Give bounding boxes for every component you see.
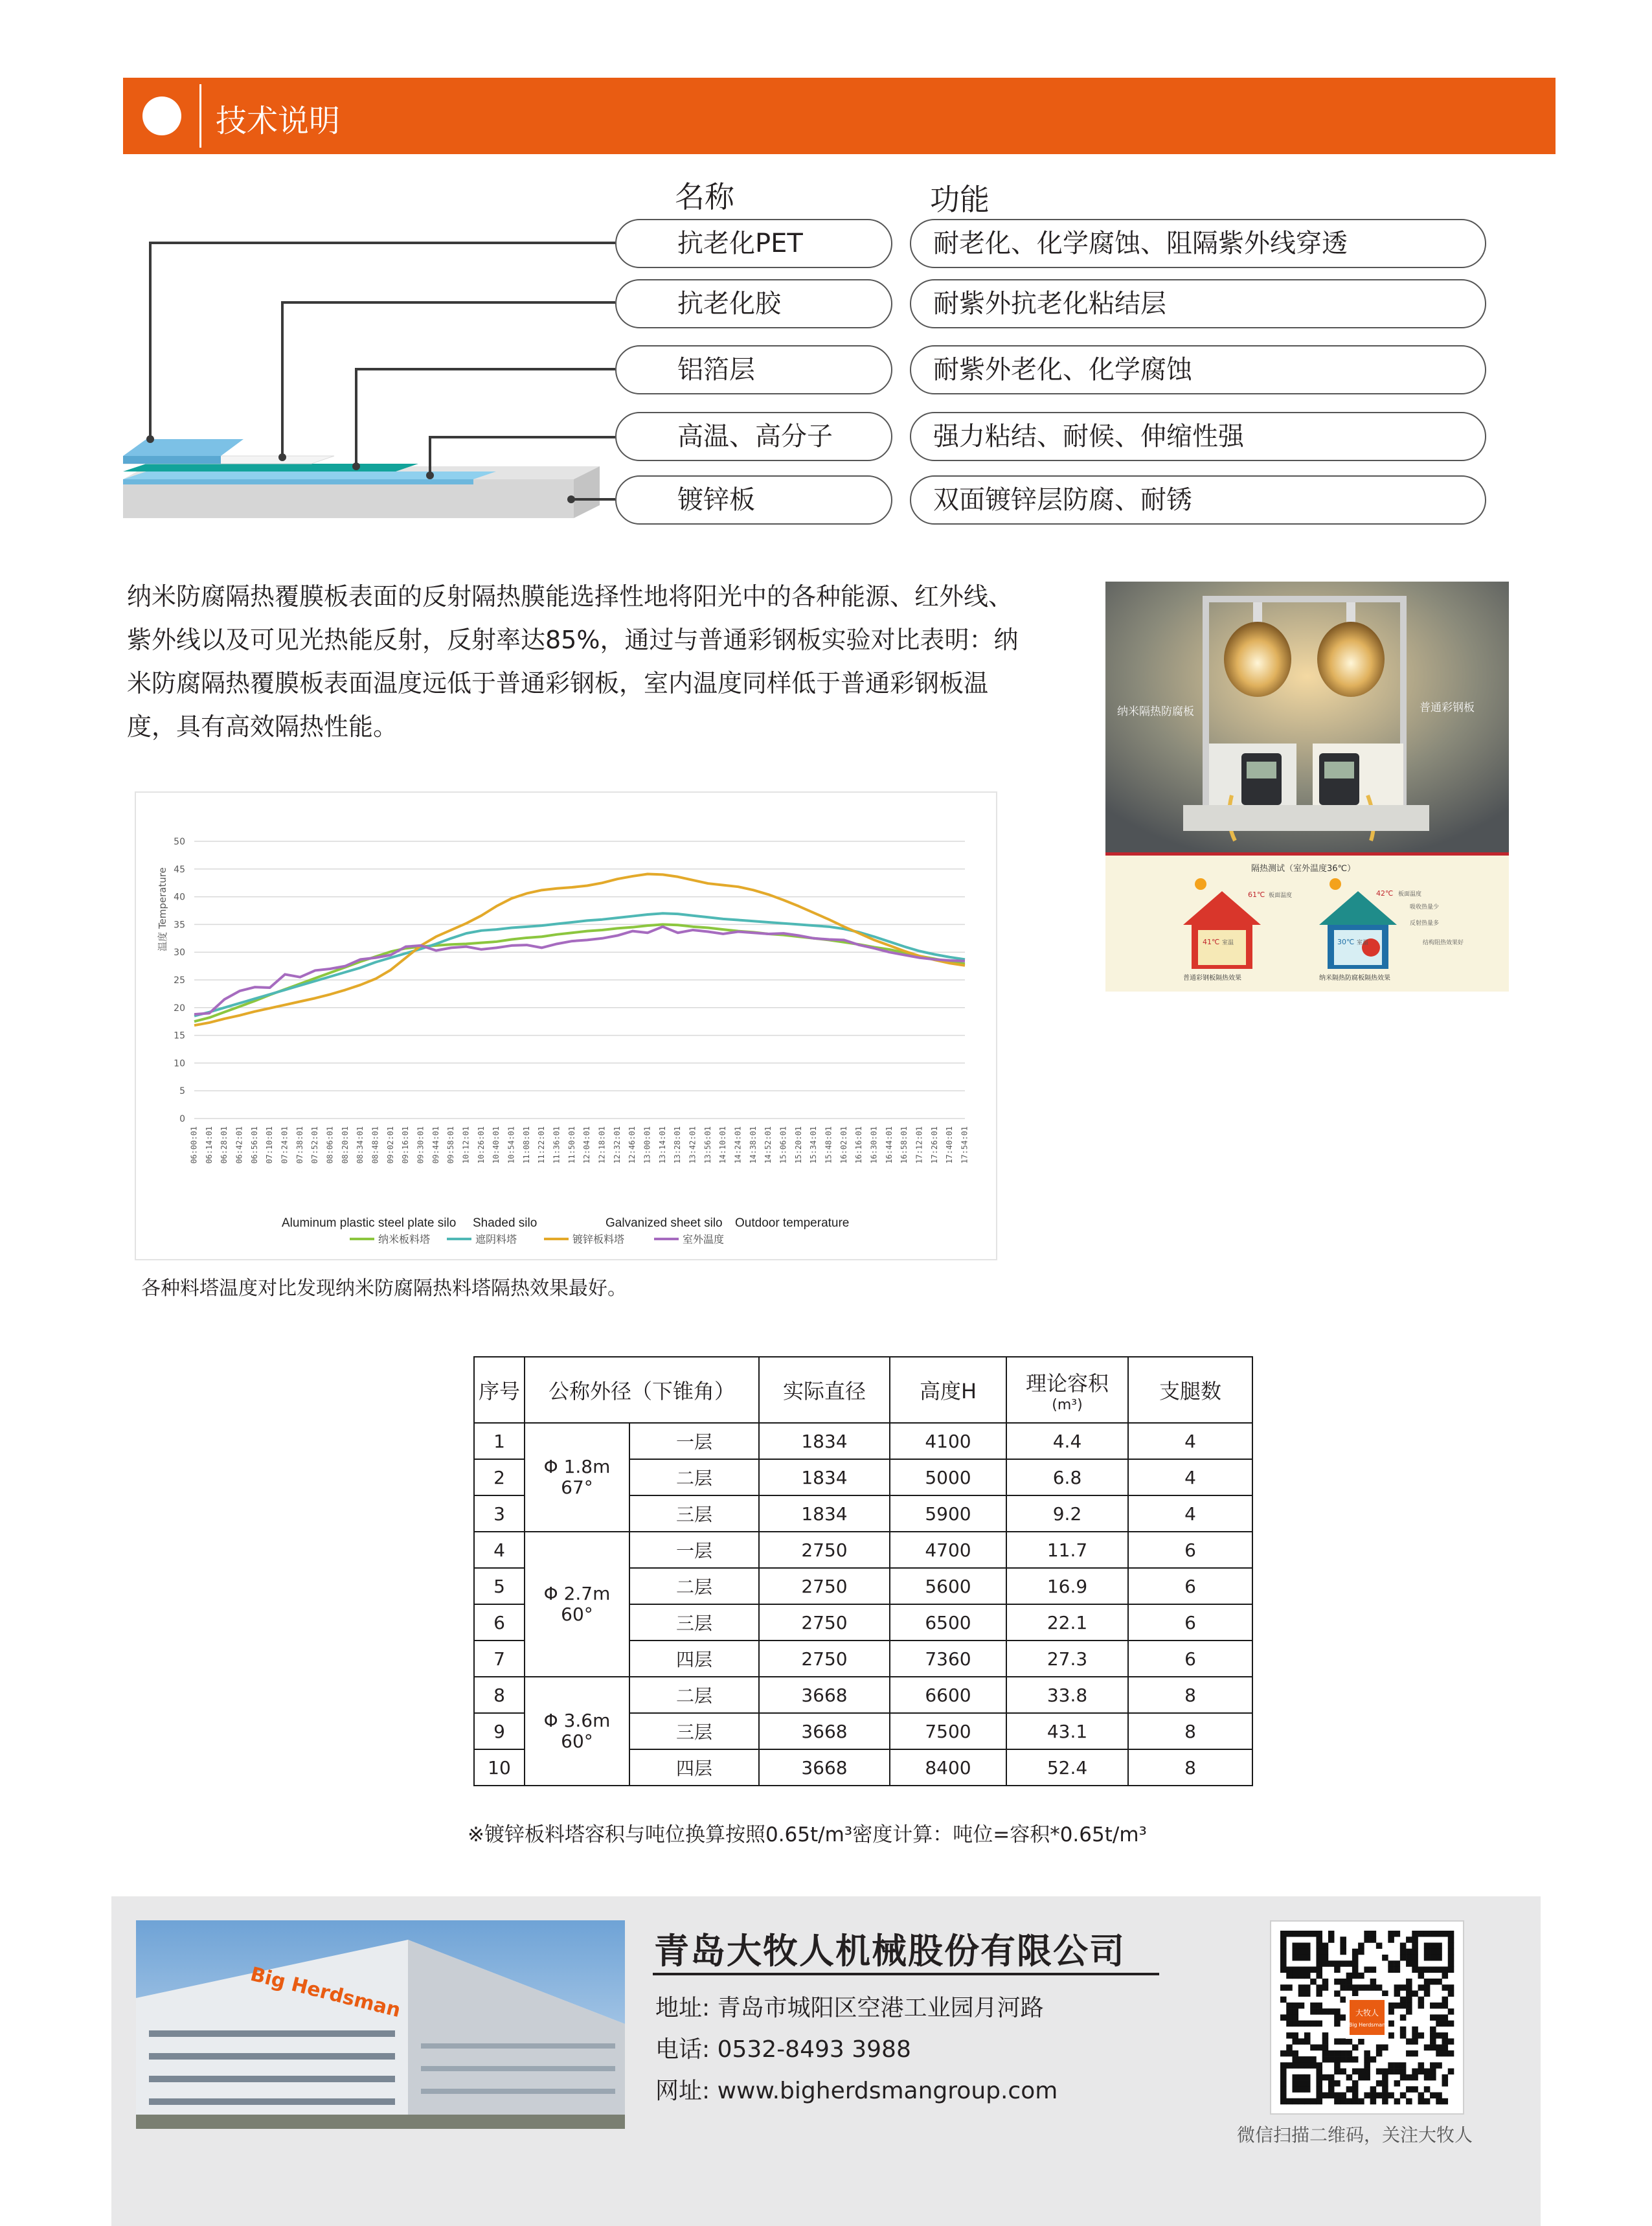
pet-layer-front — [123, 456, 221, 464]
x-tick-label: 10:12:01 — [461, 1126, 471, 1164]
layer-function-foil: 耐紫外老化、化学腐蚀 — [910, 345, 1486, 394]
y-tick-label: 50 — [174, 837, 185, 847]
leader-dot — [146, 435, 154, 443]
cell-legs: 4 — [1128, 1459, 1252, 1495]
layer-name-steel: 镀锌板 — [615, 475, 892, 525]
table-row — [474, 1423, 1252, 1459]
x-tick-label: 13:56:01 — [703, 1126, 712, 1164]
cell-actual-diameter: 2750 — [759, 1532, 890, 1568]
cell-height: 6600 — [890, 1677, 1006, 1713]
leader-line — [281, 301, 615, 304]
cell-nominal-diameter — [525, 1423, 629, 1532]
header-divider — [199, 84, 201, 148]
x-tick-label: 16:58:01 — [900, 1126, 909, 1164]
x-tick-label: 06:14:01 — [204, 1126, 214, 1164]
left-room-temp: 41℃ — [1203, 938, 1220, 946]
cell-legs: 6 — [1128, 1568, 1252, 1604]
leader-dot — [278, 453, 286, 461]
header-actual-diameter: 实际直径 — [759, 1357, 890, 1423]
x-tick-label: 15:06:01 — [778, 1126, 788, 1164]
x-tick-label: 13:42:01 — [688, 1126, 697, 1164]
y-tick-label: 0 — [179, 1114, 185, 1124]
cell-layer: 三层 — [629, 1604, 759, 1641]
cell-no: 10 — [474, 1749, 525, 1786]
x-tick-label: 06:56:01 — [249, 1126, 259, 1164]
x-tick-label: 08:20:01 — [340, 1126, 350, 1164]
header-volume-unit: (m³) — [1052, 1396, 1083, 1413]
leader-line — [570, 498, 615, 501]
x-tick-label: 11:22:01 — [537, 1126, 547, 1164]
cell-no: 1 — [474, 1423, 525, 1459]
x-tick-label: 15:20:01 — [793, 1126, 803, 1164]
table-note: ※镀锌板料塔容积与吨位换算按照0.65t/m³密度计算：吨位=容积*0.65t/m³ — [468, 1823, 1147, 1846]
cell-volume: 33.8 — [1006, 1677, 1128, 1713]
photo-label-nano: 纳米隔热防腐板 — [1117, 705, 1194, 718]
cell-no: 8 — [474, 1677, 525, 1713]
cell-layer: 四层 — [629, 1749, 759, 1786]
cell-actual-diameter: 1834 — [759, 1459, 890, 1495]
temperature-line-chart — [136, 793, 996, 1259]
company-website[interactable]: 网址: www.bigherdsmangroup.com — [655, 2078, 1058, 2104]
chart-caption: 各种料塔温度对比发现纳米防腐隔热料塔隔热效果最好。 — [141, 1277, 627, 1300]
cell-height: 8400 — [890, 1749, 1006, 1786]
building-sign: Big Herdsman — [248, 1962, 403, 2023]
cell-height: 4100 — [890, 1423, 1006, 1459]
description-paragraph: 纳米防腐隔热覆膜板表面的反射隔热膜能选择性地将阳光中的各种能源、红外线、紫外线以及可见光热能反射，反射率达85%，通过与普通彩钢板实验对比表明：纳米防腐隔热覆膜板表面温度远低于普通彩钢板，室内温度同样低于普通彩钢板温度，具有高效隔热性能。 — [127, 582, 1019, 741]
leader-dot — [426, 471, 434, 479]
steel-layer-front — [123, 479, 574, 518]
polymer-layer — [123, 471, 496, 479]
pet-layer — [123, 439, 243, 456]
left-plate-note: 板面温度 — [1269, 892, 1293, 899]
qr-code-icon — [1271, 1922, 1463, 2113]
x-tick-label: 14:52:01 — [764, 1126, 773, 1164]
cell-height: 6500 — [890, 1604, 1006, 1641]
y-tick-label: 40 — [174, 892, 185, 903]
name-column-header: 名称 — [675, 179, 734, 214]
x-tick-label: 17:40:01 — [945, 1126, 955, 1164]
cell-volume: 9.2 — [1006, 1495, 1128, 1532]
x-tick-label: 07:52:01 — [310, 1126, 320, 1164]
cell-height: 5600 — [890, 1568, 1006, 1604]
cell-height: 4700 — [890, 1532, 1006, 1568]
cell-actual-diameter: 1834 — [759, 1495, 890, 1532]
cell-legs: 8 — [1128, 1713, 1252, 1749]
y-tick-label: 30 — [174, 948, 185, 959]
right-house-caption: 纳米隔热防腐板隔热效果 — [1319, 975, 1390, 982]
layer-function-pet: 耐老化、化学腐蚀、阻隔紫外线穿透 — [910, 219, 1486, 268]
cell-layer: 二层 — [629, 1677, 759, 1713]
leader-dot — [567, 495, 575, 503]
y-tick-label: 25 — [174, 975, 185, 986]
x-tick-label: 16:16:01 — [854, 1126, 864, 1164]
right-plate-note: 板面温度 — [1398, 891, 1422, 898]
cell-actual-diameter: 2750 — [759, 1568, 890, 1604]
x-tick-label: 11:50:01 — [567, 1126, 576, 1164]
cone-angle-value: 67° — [561, 1477, 593, 1498]
section-title: 技术说明 — [216, 103, 341, 139]
cell-volume: 11.7 — [1006, 1532, 1128, 1568]
table-row — [474, 1677, 1252, 1713]
cell-legs: 8 — [1128, 1677, 1252, 1713]
x-tick-label: 07:38:01 — [295, 1126, 304, 1164]
x-tick-label: 14:24:01 — [733, 1126, 743, 1164]
cell-no: 9 — [474, 1713, 525, 1749]
cell-volume: 4.4 — [1006, 1423, 1128, 1459]
cell-no: 2 — [474, 1459, 525, 1495]
photo-label-steel: 普通彩钢板 — [1420, 701, 1475, 714]
x-tick-label: 08:34:01 — [356, 1126, 365, 1164]
cell-no: 3 — [474, 1495, 525, 1532]
layer-name-glue: 抗老化胶 — [615, 279, 892, 328]
leader-line — [429, 436, 615, 438]
x-tick-label: 10:26:01 — [476, 1126, 486, 1164]
x-tick-label: 11:08:01 — [521, 1126, 531, 1164]
x-tick-label: 10:54:01 — [506, 1126, 516, 1164]
header-legs: 支腿数 — [1128, 1357, 1252, 1423]
right-note-3: 结构阻热效果好 — [1423, 940, 1464, 946]
cell-layer: 三层 — [629, 1495, 759, 1532]
leader-line — [429, 436, 431, 475]
polymer-layer-front — [123, 479, 473, 484]
header-nominal-diameter: 公称外径（下锥角） — [525, 1357, 759, 1423]
layer-function-glue: 耐紫外抗老化粘结层 — [910, 279, 1486, 328]
right-room-temp: 30℃ — [1337, 938, 1355, 946]
legend-label-cn: 室外温度 — [683, 1233, 725, 1245]
series-line-3 — [194, 927, 965, 1014]
x-tick-label: 07:24:01 — [280, 1126, 289, 1164]
cell-volume: 16.9 — [1006, 1568, 1128, 1604]
x-tick-label: 06:42:01 — [234, 1126, 244, 1164]
right-plate-temp: 42℃ — [1376, 889, 1394, 898]
cone-angle-value: 60° — [561, 1731, 593, 1752]
cell-layer: 二层 — [629, 1568, 759, 1604]
function-column-header: 功能 — [930, 182, 990, 217]
legend-label: Outdoor temperature — [735, 1216, 850, 1230]
chart-y-axis-label: 温度 Temperature — [157, 867, 168, 951]
company-name: 青岛大牧人机械股份有限公司 — [654, 1931, 1126, 1971]
cell-legs: 4 — [1128, 1495, 1252, 1532]
x-tick-label: 10:40:01 — [492, 1126, 501, 1164]
left-plate-temp: 61℃ — [1248, 891, 1265, 899]
silo-spec-table — [473, 1356, 1253, 1786]
cone-angle-value: 60° — [561, 1604, 593, 1625]
company-underline — [653, 1973, 1159, 1975]
cell-no: 7 — [474, 1641, 525, 1677]
cell-layer: 一层 — [629, 1532, 759, 1568]
qr-logo-cn: 大牧人 — [1355, 2008, 1379, 2017]
qr-logo-en: Big Herdsman — [1348, 2022, 1386, 2028]
x-tick-label: 08:48:01 — [370, 1126, 380, 1164]
cell-legs: 4 — [1128, 1423, 1252, 1459]
header-volume-label: 理论容积 — [1025, 1370, 1109, 1396]
x-tick-label: 09:44:01 — [431, 1126, 440, 1164]
qr-caption: 微信扫描二维码，关注大牧人 — [1237, 2124, 1473, 2146]
layer-cross-section — [120, 415, 613, 525]
cell-volume: 6.8 — [1006, 1459, 1128, 1495]
y-tick-label: 45 — [174, 864, 185, 875]
x-tick-label: 08:06:01 — [325, 1126, 335, 1164]
cell-layer: 三层 — [629, 1713, 759, 1749]
cell-actual-diameter: 3668 — [759, 1713, 890, 1749]
cell-no: 5 — [474, 1568, 525, 1604]
x-tick-label: 09:58:01 — [446, 1126, 456, 1164]
x-tick-label: 14:38:01 — [748, 1126, 758, 1164]
company-phone: 电话: 0532-8493 3988 — [655, 2036, 911, 2063]
x-tick-label: 09:02:01 — [385, 1126, 395, 1164]
cell-legs: 6 — [1128, 1641, 1252, 1677]
cell-volume: 43.1 — [1006, 1713, 1128, 1749]
wechat-qr-code — [1270, 1920, 1464, 2115]
leader-line — [355, 368, 615, 370]
y-tick-label: 15 — [174, 1030, 185, 1041]
x-tick-label: 12:46:01 — [628, 1126, 637, 1164]
header-height: 高度H — [890, 1357, 1006, 1423]
experiment-photo — [1105, 582, 1509, 992]
cell-actual-diameter: 3668 — [759, 1749, 890, 1786]
x-tick-label: 13:14:01 — [657, 1126, 667, 1164]
legend-label: Galvanized sheet silo — [605, 1216, 723, 1230]
x-tick-label: 09:30:01 — [416, 1126, 425, 1164]
y-tick-label: 35 — [174, 920, 185, 931]
x-tick-label: 16:30:01 — [869, 1126, 879, 1164]
nominal-diameter-value: Φ 1.8m — [543, 1456, 611, 1477]
leader-line — [281, 301, 284, 457]
aluminum-foil-layer — [123, 464, 418, 471]
company-building-photo — [136, 1920, 625, 2129]
legend-label: Shaded silo — [473, 1216, 537, 1230]
cell-actual-diameter: 2750 — [759, 1641, 890, 1677]
layer-name-pet: 抗老化PET — [615, 219, 892, 268]
x-tick-label: 17:12:01 — [914, 1126, 924, 1164]
temperature-chart-frame — [135, 791, 997, 1260]
x-tick-label: 12:32:01 — [612, 1126, 622, 1164]
cell-volume: 27.3 — [1006, 1641, 1128, 1677]
x-tick-label: 07:10:01 — [265, 1126, 275, 1164]
nominal-diameter-value: Φ 2.7m — [543, 1583, 611, 1604]
left-house-caption: 普通彩钢板隔热效果 — [1183, 975, 1241, 982]
cell-layer: 一层 — [629, 1423, 759, 1459]
x-tick-label: 11:36:01 — [552, 1126, 561, 1164]
x-tick-label: 15:34:01 — [809, 1126, 819, 1164]
section-header — [123, 78, 1556, 154]
cell-actual-diameter: 1834 — [759, 1423, 890, 1459]
cell-actual-diameter: 2750 — [759, 1604, 890, 1641]
cell-legs: 6 — [1128, 1604, 1252, 1641]
leader-line — [149, 242, 615, 244]
cell-legs: 8 — [1128, 1749, 1252, 1786]
legend-label-cn: 镀锌板料塔 — [572, 1233, 625, 1245]
header-volume — [1006, 1357, 1128, 1423]
layer-function-polymer: 强力粘结、耐候、伸缩性强 — [910, 412, 1486, 461]
cell-actual-diameter: 3668 — [759, 1677, 890, 1713]
right-note-2: 反射热量多 — [1410, 920, 1440, 927]
leader-dot — [352, 462, 360, 470]
cell-no: 6 — [474, 1604, 525, 1641]
x-tick-label: 17:26:01 — [929, 1126, 939, 1164]
y-tick-label: 20 — [174, 1003, 185, 1014]
cell-height: 5900 — [890, 1495, 1006, 1532]
cell-volume: 22.1 — [1006, 1604, 1128, 1641]
x-tick-label: 09:16:01 — [401, 1126, 411, 1164]
header-no: 序号 — [474, 1357, 525, 1423]
x-tick-label: 17:54:01 — [960, 1126, 969, 1164]
x-tick-label: 13:00:01 — [642, 1126, 652, 1164]
company-address: 地址: 青岛市城阳区空港工业园月河路 — [655, 1995, 1044, 2021]
x-tick-label: 16:02:01 — [839, 1126, 848, 1164]
cell-layer: 四层 — [629, 1641, 759, 1677]
test-title: 隔热测试（室外温度36℃） — [1251, 864, 1356, 874]
table-row — [474, 1532, 1252, 1568]
cell-layer: 二层 — [629, 1459, 759, 1495]
cell-legs: 6 — [1128, 1532, 1252, 1568]
x-tick-label: 06:00:01 — [189, 1126, 199, 1164]
y-tick-label: 10 — [174, 1058, 185, 1069]
bullet-icon — [142, 97, 181, 135]
left-room-note: 室温 — [1222, 940, 1234, 946]
legend-label-cn: 纳米板料塔 — [378, 1233, 431, 1245]
x-tick-label: 12:04:01 — [582, 1126, 592, 1164]
x-tick-label: 15:48:01 — [824, 1126, 833, 1164]
x-tick-label: 14:10:01 — [718, 1126, 728, 1164]
layer-name-polymer: 高温、高分子 — [615, 412, 892, 461]
y-tick-label: 5 — [179, 1086, 185, 1097]
leader-line — [355, 368, 357, 466]
x-tick-label: 13:28:01 — [673, 1126, 683, 1164]
leader-line — [149, 242, 152, 439]
layer-name-foil: 铝箔层 — [615, 345, 892, 394]
cell-nominal-diameter — [525, 1677, 629, 1786]
cell-no: 4 — [474, 1532, 525, 1568]
x-tick-label: 16:44:01 — [884, 1126, 894, 1164]
cell-height: 7360 — [890, 1641, 1006, 1677]
right-room-note: 室温 — [1357, 940, 1369, 946]
table-header-row — [474, 1357, 1252, 1423]
layer-function-steel: 双面镀锌层防腐、耐锈 — [910, 475, 1486, 525]
cell-height: 5000 — [890, 1459, 1006, 1495]
x-tick-label: 12:18:01 — [597, 1126, 607, 1164]
cell-height: 7500 — [890, 1713, 1006, 1749]
cell-volume: 52.4 — [1006, 1749, 1128, 1786]
legend-label: Aluminum plastic steel plate silo — [282, 1216, 457, 1230]
right-note-1: 吸收热量少 — [1410, 904, 1440, 911]
x-tick-label: 06:28:01 — [220, 1126, 229, 1164]
legend-label-cn: 遮阴料塔 — [475, 1233, 517, 1245]
cell-nominal-diameter — [525, 1532, 629, 1677]
nominal-diameter-value: Φ 3.6m — [543, 1710, 611, 1731]
